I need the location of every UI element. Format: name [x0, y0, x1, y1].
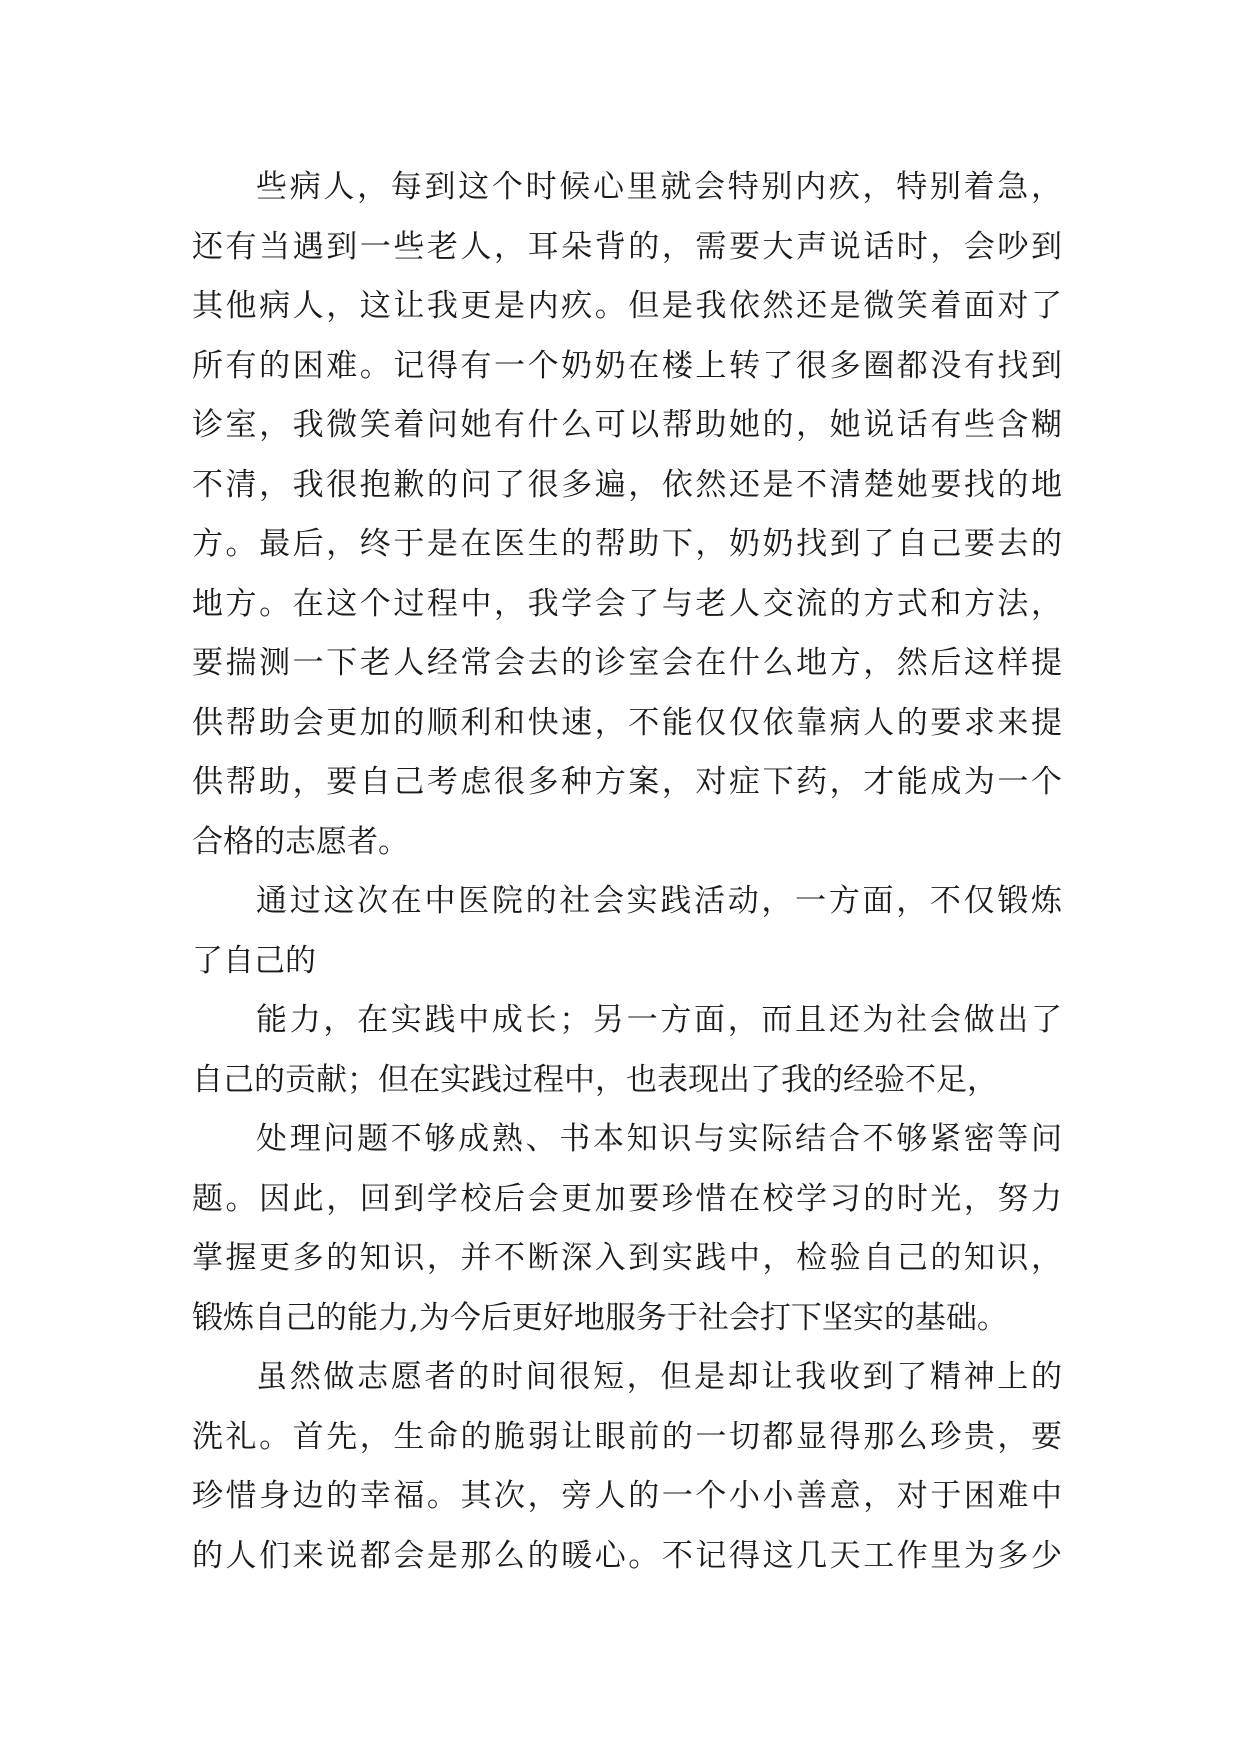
text-line: 还有当遇到一些老人，耳朵背的，需要大声说话时，会吵到 — [192, 228, 1062, 265]
body-text — [192, 158, 1062, 1586]
text-line: 了自己的 — [192, 942, 316, 979]
text-line: 合格的志愿者。 — [192, 823, 409, 860]
text-line: 能力，在实践中成长；另一方面，而且还为社会做出了 — [256, 1002, 1062, 1038]
text-line: 所有的困难。记得有一个奶奶在楼上转了很多圈都没有找到 — [192, 347, 1062, 384]
text-line: 其他病人，这让我更是内疚。但是我依然还是微笑着面对了 — [192, 288, 1062, 324]
text-line: 些病人，每到这个时候心里就会特别内疚，特别着急， — [256, 169, 1062, 205]
text-line: 地方。在这个过程中，我学会了与老人交流的方式和方法， — [192, 585, 1062, 622]
text-line: 的人们来说都会是那么的暖心。不记得这几天工作里为多少 — [192, 1537, 1062, 1574]
text-line: 题。因此，回到学校后会更加要珍惜在校学习的时光，努力 — [192, 1180, 1062, 1217]
text-line: 虽然做志愿者的时间很短，但是却让我收到了精神上的 — [256, 1359, 1062, 1395]
text-line: 诊室，我微笑着问她有什么可以帮助她的，她说话有些含糊 — [192, 407, 1062, 443]
text-line: 掌握更多的知识，并不断深入到实践中，检验自己的知识， — [192, 1240, 1062, 1276]
text-line: 自己的贡献；但在实践过程中，也表现出了我的经验不足， — [192, 1061, 998, 1098]
text-line: 供帮助，要自己考虑很多种方案，对症下药，才能成为一个 — [192, 764, 1062, 800]
text-line: 珍惜身边的幸福。其次，旁人的一个小小善意，对于困难中 — [192, 1478, 1062, 1514]
text-line: 锻炼自己的能力,为今后更好地服务于社会打下坚实的基础。 — [192, 1299, 1008, 1336]
text-line: 供帮助会更加的顺利和快速，不能仅仅依靠病人的要求来提 — [192, 704, 1062, 741]
text-line: 要揣测一下老人经常会去的诊室会在什么地方，然后这样提 — [192, 645, 1062, 681]
text-line: 不清，我很抱歉的问了很多遍，依然还是不清楚她要找的地 — [192, 466, 1062, 503]
text-line: 方。最后，终于是在医生的帮助下，奶奶找到了自己要去的 — [192, 526, 1062, 562]
text-line: 处理问题不够成熟、书本知识与实际结合不够紧密等问 — [256, 1121, 1062, 1157]
text-line: 洗礼。首先，生命的脆弱让眼前的一切都显得那么珍贵，要 — [192, 1418, 1062, 1455]
text-line: 通过这次在中医院的社会实践活动，一方面，不仅锻炼 — [256, 883, 1062, 919]
